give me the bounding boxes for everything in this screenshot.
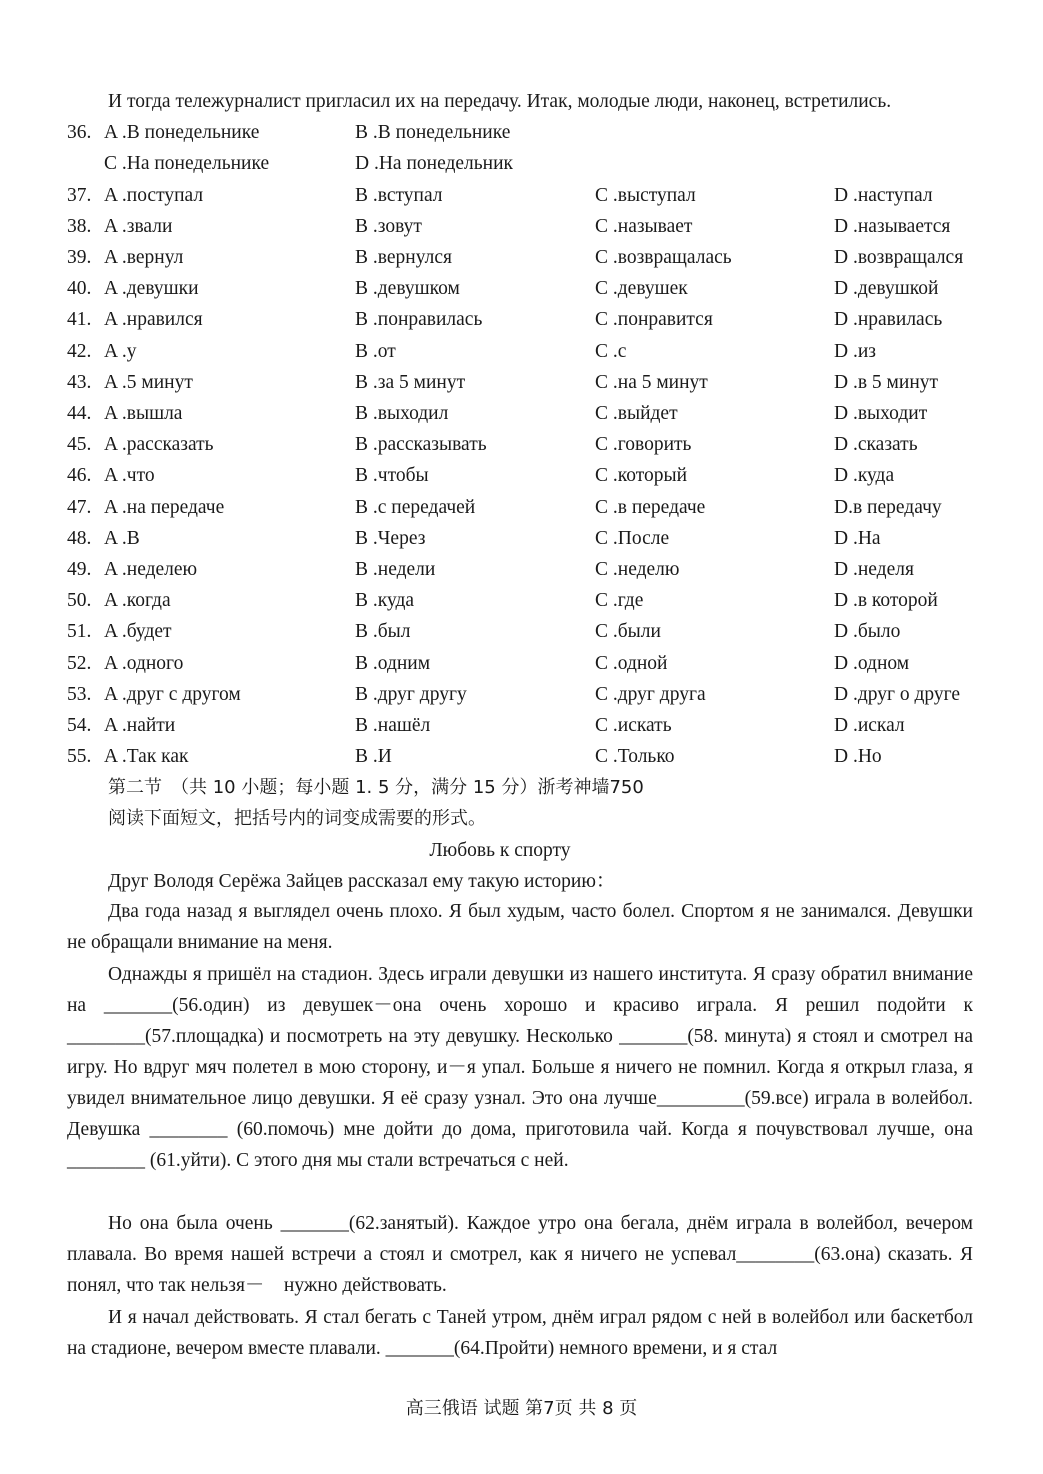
option-c: C .одной [595,653,668,674]
option-b: B .понравилась [355,309,483,330]
option-c: C .девушек [595,278,688,299]
option-c: C .были [595,621,661,642]
question-number: 47. [67,497,92,518]
option-a: A .рассказать [104,434,214,455]
question-row [0,246,1043,270]
option-a: A .что [104,465,155,486]
question-number: 38. [67,216,92,237]
question-number: 50. [67,590,92,611]
option-b: B .Через [355,528,426,549]
option-d: D .нравилась [834,309,943,330]
question-number: 54. [67,715,92,736]
option-d: D .в 5 минут [834,372,939,393]
option-c: C .возвращалась [595,247,732,268]
option-c: C .Только [595,746,675,767]
question-number: 51. [67,621,92,642]
question-row [0,527,1043,551]
option-c: C .говорить [595,434,692,455]
question-row [0,464,1043,488]
option-d: D .в которой [834,590,938,611]
question-number: 36. [67,122,92,143]
option-b: B .И [355,746,392,767]
option-a: A .у [104,341,137,362]
option-c: C .неделю [595,559,680,580]
section-header: 第二节 （共 10 小题；每小题 1. 5 分，满分 15 分）浙考神墙750 [108,777,644,798]
option-a: A .друг с другом [104,684,241,705]
option-d: D .наступал [834,185,933,206]
option-d: D .одном [834,653,910,674]
option-b: B .вернулся [355,247,452,268]
option-b: B .был [355,621,411,642]
option-b: B .выходил [355,403,449,424]
option-c: C .На понедельнике [104,153,270,174]
option-d: D .возвращался [834,247,964,268]
option-d: D .неделя [834,559,914,580]
question-row [0,340,1043,364]
question-number: 52. [67,653,92,674]
intro-line: И тогда тележурналист пригласил их на передачу. Итак, молодые люди, наконец, встретились. [108,91,892,112]
page-footer: 高三俄语 试题 第7页 共 8 页 [405,1398,638,1419]
option-d: D .На понедельник [355,153,514,174]
option-a: A .на передаче [104,497,225,518]
option-a: A .девушки [104,278,199,299]
paragraph-3: Но она была очень _______(62.занятый). Каждое утро она бегала, днём играла в волейбол, вечером плавала. Во время нашей встречи а стоял и смотрел, как я ничего не успевал________(63.она) сказать. Я понял, что так нельзя－ нужно действовать. [67,1213,973,1296]
question-number: 44. [67,403,92,424]
option-d: D .На [834,528,881,549]
option-d: D .из [834,341,876,362]
paragraph-2: Однажды я пришёл на стадион. Здесь играли девушки из нашего института. Я сразу обратил внимание на _______(56.один) из девушек－она очень хорошо и красиво играла. Я решил подойти к ________(57.площадка) и посмотреть на эту девушку. Несколько _______(58. минута) я стоял и смотрел на игру. Но вдруг мяч полетел в мою сторону, и－я упал. Больше я ничего не помнил. Когда я открыл глаза, я увидел внимательное лицо девушки. Я её сразу узнал. Это она лучше_________(59.все) играла в волейбол. Девушка ________ (60.помочь) мне дойти до дома, приготовила чай. Когда я почувствовал лучше, она ________ (61.уйти). С этого дня мы стали встречаться с ней. [67,964,973,1171]
story-intro: Друг Володя Серёжа Зайцев рассказал ему такую историю： [108,871,616,892]
option-a: A .неделею [104,559,198,580]
question-number: 43. [67,372,92,393]
question-row [0,620,1043,644]
question-row [0,652,1043,676]
option-c: C .который [595,465,688,486]
option-a: A .вышла [104,403,183,424]
option-a: A .вернул [104,247,184,268]
question-row [0,184,1043,208]
option-a: A .В [104,528,140,549]
option-c: C .называет [595,216,693,237]
option-d: D .Но [834,746,882,767]
question-row [0,496,1043,520]
question-number: 40. [67,278,92,299]
option-a: A .В понедельнике [104,122,260,143]
option-c: C .в передаче [595,497,706,518]
option-c: C .на 5 минут [595,372,708,393]
question-row [0,714,1043,738]
question-number: 41. [67,309,92,330]
question-row [0,683,1043,707]
option-b: B .нашёл [355,715,431,736]
question-number: 55. [67,746,92,767]
option-b: B .рассказывать [355,434,487,455]
option-a: A .нравился [104,309,203,330]
question-row [0,433,1043,457]
option-b: B .с передачей [355,497,476,518]
option-c: C .искать [595,715,672,736]
option-a: A .5 минут [104,372,193,393]
question-number: 53. [67,684,92,705]
question-row [0,308,1043,332]
option-d: D.в передачу [834,497,942,518]
option-b: B .от [355,341,396,362]
question-number: 39. [67,247,92,268]
option-b: B .друг другу [355,684,467,705]
paragraph-4: И я начал действовать. Я стал бегать с Таней утром, днём играл рядом с ней в волейбол или баскетбол на стадионе, вечером вместе плавали. _______(64.Пройти) немного времени, и я стал [67,1307,973,1359]
question-36 [0,121,1043,145]
question-row [0,745,1043,769]
option-a: A .найти [104,715,176,736]
story-title: Любовь к спорту [429,840,571,861]
option-b: B .за 5 минут [355,372,466,393]
option-d: D .девушкой [834,278,939,299]
option-b: B .куда [355,590,415,611]
option-d: D .искал [834,715,905,736]
question-number: 49. [67,559,92,580]
question-36-row-2 [0,152,1043,176]
option-a: A .когда [104,590,171,611]
option-d: D .выходит [834,403,928,424]
question-number: 46. [67,465,92,486]
question-number: 45. [67,434,92,455]
option-d: D .друг о друге [834,684,961,705]
option-a: A .звали [104,216,173,237]
option-c: C .друг друга [595,684,706,705]
question-row [0,558,1043,582]
question-number: 42. [67,341,92,362]
option-a: A .будет [104,621,172,642]
option-c: C .с [595,341,627,362]
option-a: A .одного [104,653,184,674]
option-b: B .В понедельнике [355,122,511,143]
question-row [0,215,1043,239]
option-b: B .чтобы [355,465,429,486]
option-c: C .где [595,590,644,611]
paragraph-1: Два года назад я выглядел очень плохо. Я был худым, часто болел. Спортом я не занимался. Девушки не обращали внимание на меня. [67,901,973,953]
instruction: 阅读下面短文，把括号内的词变成需要的形式。 [108,808,486,829]
option-c: C .выступал [595,185,696,206]
option-d: D .сказать [834,434,918,455]
option-b: B .вступал [355,185,443,206]
option-b: B .недели [355,559,436,580]
option-d: D .называется [834,216,951,237]
option-c: C .выйдет [595,403,678,424]
option-b: B .девушком [355,278,460,299]
option-b: B .одним [355,653,431,674]
question-row [0,402,1043,426]
option-c: C .понравится [595,309,713,330]
option-b: B .зовут [355,216,422,237]
option-a: A .поступал [104,185,204,206]
question-number: 37. [67,185,92,206]
option-c: C .После [595,528,670,549]
question-row [0,277,1043,301]
question-row [0,371,1043,395]
question-row [0,589,1043,613]
question-number: 48. [67,528,92,549]
option-a: A .Так как [104,746,189,767]
option-d: D .было [834,621,901,642]
option-d: D .куда [834,465,895,486]
